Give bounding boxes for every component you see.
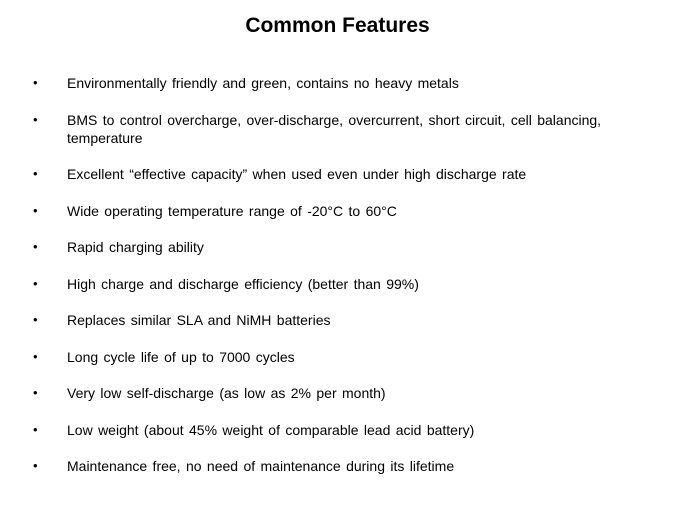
bullet-icon: • — [33, 75, 38, 90]
bullet-icon: • — [33, 202, 38, 218]
bullet-text: Wide operating temperature range of -20°C to 60°C — [67, 202, 397, 219]
list-item — [0, 275, 675, 293]
bullet-icon: • — [33, 239, 38, 254]
list-item — [0, 457, 675, 475]
bullet-icon: • — [33, 385, 38, 400]
bullet-text: High charge and discharge efficiency (better than 99%) — [67, 275, 419, 292]
list-item — [0, 111, 675, 147]
list-item — [0, 238, 675, 256]
bullet-icon: • — [33, 111, 38, 127]
list-item — [0, 311, 675, 329]
bullet-icon: • — [33, 348, 38, 364]
bullet-text: BMS to control overcharge, over-discharge, overcurrent, short circuit, cell balancing, temperature — [67, 111, 602, 146]
bullet-text: Environmentally friendly and green, contains no heavy metals — [67, 75, 459, 91]
bullet-text: Replaces similar SLA and NiMH batteries — [67, 312, 331, 328]
bullet-text: Maintenance free, no need of maintenance during its lifetime — [67, 458, 455, 474]
bullet-text: Long cycle life of up to 7000 cycles — [67, 348, 295, 365]
bullet-icon: • — [33, 458, 38, 473]
bullet-icon: • — [33, 275, 38, 291]
bullet-icon: • — [33, 421, 38, 437]
slide-title: Common Features — [245, 14, 430, 37]
bullet-icon: • — [33, 166, 38, 181]
bullet-text: Low weight (about 45% weight of comparable lead acid battery) — [67, 421, 475, 438]
list-item — [0, 165, 675, 183]
feature-list — [0, 74, 675, 494]
list-item — [0, 384, 675, 402]
list-item — [0, 74, 675, 92]
list-item — [0, 348, 675, 366]
bullet-text: Excellent “effective capacity” when used even under high discharge rate — [67, 166, 527, 182]
bullet-text: Rapid charging ability — [67, 239, 204, 255]
list-item — [0, 202, 675, 220]
list-item — [0, 421, 675, 439]
bullet-icon: • — [33, 312, 38, 327]
bullet-text: Very low self-discharge (as low as 2% per month) — [67, 385, 386, 401]
